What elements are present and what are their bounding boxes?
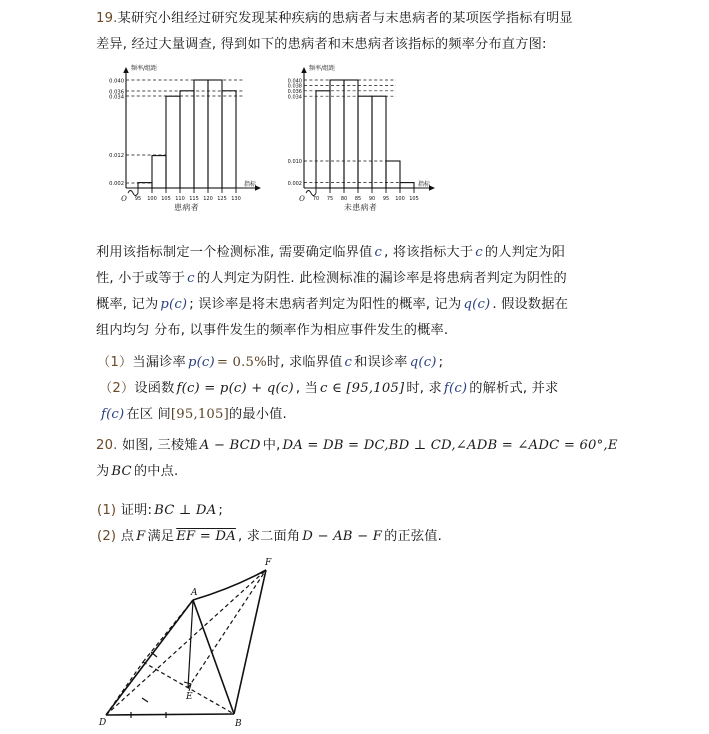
svg-text:105: 105 <box>161 196 171 202</box>
problem-20-line-1 <box>96 433 620 459</box>
p20-text-2a: 为 <box>96 464 110 479</box>
q1-equation: = 0.5% <box>216 355 267 370</box>
histogram-diseased-svg <box>104 60 269 208</box>
histogram-healthy-caption: 未患病者 <box>343 203 378 212</box>
histogram-healthy <box>278 60 443 218</box>
tetrahedron-svg <box>98 552 298 730</box>
svg-text:频率/组距: 频率/组距 <box>309 65 336 72</box>
svg-text:指标: 指标 <box>418 181 431 188</box>
body-text-2a: 性, 小于或等于 <box>96 271 186 286</box>
svg-text:100: 100 <box>147 196 157 202</box>
q2-text-e: 的解析式, 并求 <box>469 381 559 396</box>
body-text-1d: 的人判定为阳 <box>484 245 566 260</box>
svg-text:A: A <box>191 588 198 598</box>
p20-q2-text-d: 的正弦值. <box>384 529 443 544</box>
p20-text-1a: 如图, 三棱雉 <box>121 438 198 453</box>
svg-text:85: 85 <box>354 196 362 202</box>
svg-text:105: 105 <box>409 196 419 202</box>
problem-19-body-line-2 <box>96 266 567 292</box>
p20-q1-text: 证明: <box>120 503 153 518</box>
function-pc-1: p(c) <box>160 297 188 312</box>
q2-interval: [95,105] <box>170 407 229 422</box>
q1-text-d: 和误诊率 <box>354 355 408 370</box>
q2-function-fc: f(c) <box>443 381 468 396</box>
svg-text:125: 125 <box>217 196 227 202</box>
q2-line2-text-b: 的最小值. <box>228 407 287 422</box>
problem-20-question-2 <box>97 524 442 550</box>
q2-text-a: 设函数 <box>134 381 175 396</box>
q2-domain: c ∈ [95,105] <box>319 381 405 396</box>
svg-text:0.036: 0.036 <box>109 89 124 96</box>
p20-q2-lead: (2) <box>97 529 117 544</box>
variable-c-2: c <box>475 245 483 260</box>
svg-text:110: 110 <box>175 196 185 202</box>
svg-text:B: B <box>235 719 242 729</box>
svg-text:F: F <box>265 558 272 568</box>
problem-20-question-1 <box>97 498 223 524</box>
svg-text:0.002: 0.002 <box>287 180 302 187</box>
q1-function-pc: p(c) <box>187 355 215 370</box>
p20-q1-lead: (1) <box>97 503 117 518</box>
q2-function-fc-2: f(c) <box>101 407 125 422</box>
p20-conditions: DA = DB = DC,BD ⊥ CD,∠ADB = ∠ADC = 60°,E <box>282 438 618 453</box>
svg-text:0.010: 0.010 <box>287 159 302 166</box>
q1-text-b: 时, 求临界值 <box>266 355 343 370</box>
problem-19-number: 19. <box>96 11 118 26</box>
svg-text:0.040: 0.040 <box>287 78 302 85</box>
svg-text:80: 80 <box>340 196 348 202</box>
svg-text:100: 100 <box>395 196 405 202</box>
p20-q1-end: ; <box>218 503 224 518</box>
p20-dihedral-angle: D − AB − F <box>302 529 383 544</box>
p20-text-1b: 中, <box>262 438 281 453</box>
q2-text-b: , 当 <box>295 381 318 396</box>
p20-q2-text-c: , 求二面角 <box>237 529 301 544</box>
problem-20-number: 20. <box>96 438 118 453</box>
svg-text:指标: 指标 <box>244 181 257 188</box>
problem-19-question-1 <box>97 350 443 376</box>
problem-19-line-2 <box>96 32 547 58</box>
q1-text-end: ; <box>438 355 444 370</box>
svg-text:130: 130 <box>231 196 241 202</box>
problem-19-body-line-4 <box>96 318 448 344</box>
svg-text:0.012: 0.012 <box>109 153 124 160</box>
svg-text:120: 120 <box>203 196 213 202</box>
q1-text-a: 当漏诊率 <box>132 355 186 370</box>
body-text-1b: , 将该指标大于 <box>384 245 474 260</box>
q1-variable-c: c <box>344 355 353 370</box>
q2-text-d: 时, 求 <box>406 381 442 396</box>
geometry-figure <box>98 552 298 730</box>
problem-19-body-line-1 <box>96 240 565 266</box>
variable-c-3: c <box>187 271 195 286</box>
svg-text:E: E <box>186 692 193 702</box>
p20-q2-text-b: 满足 <box>147 529 175 544</box>
histogram-healthy-svg <box>278 60 443 208</box>
p20-q2-text-a: 点 <box>120 529 135 544</box>
histogram-diseased <box>104 60 269 218</box>
problem-19-text-2: 差异, 经过大量调查, 得到如下的患病者和末患病者该指标的频率分布直方图: <box>96 37 547 52</box>
variable-c-1: c <box>374 245 383 260</box>
q1-lead: （1） <box>97 355 133 370</box>
svg-text:75: 75 <box>326 196 334 202</box>
p20-text-2b: 的中点. <box>133 464 179 479</box>
q1-function-qc: q(c) <box>409 355 437 370</box>
svg-text:O: O <box>299 195 305 203</box>
q2-line2-text-a: 在区 间 <box>126 407 171 422</box>
svg-text:70: 70 <box>312 196 320 202</box>
svg-text:0.040: 0.040 <box>109 78 124 85</box>
svg-text:0.038: 0.038 <box>287 83 302 90</box>
p20-tetrahedron: A − BCD <box>199 438 261 453</box>
body-text-4: 组内均匀 分布, 以事件发生的频率作为相应事件发生的概率. <box>96 323 449 338</box>
problem-19-question-2-line-2 <box>99 402 287 428</box>
histogram-diseased-caption: 患病者 <box>174 203 199 212</box>
problem-19-text-1: 某研究小组经过研究发现某种疾病的患病者与末患病者的某项医学指标有明显 <box>117 11 573 26</box>
problem-19-body-line-3 <box>96 292 568 318</box>
svg-text:115: 115 <box>189 196 199 202</box>
svg-text:频率/组距: 频率/组距 <box>131 65 158 72</box>
svg-text:0.002: 0.002 <box>109 181 124 188</box>
svg-text:0.036: 0.036 <box>287 89 302 95</box>
body-text-3a: 概率, 记为 <box>96 297 159 312</box>
problem-20-line-2 <box>96 459 178 485</box>
problem-19-question-2 <box>99 376 558 402</box>
svg-text:95: 95 <box>382 196 390 202</box>
svg-text:95: 95 <box>134 196 142 202</box>
body-text-2b: 的人判定为阴性. 此检测标准的漏诊率是将患病者判定为阴性的 <box>196 271 567 286</box>
svg-text:O: O <box>121 195 127 203</box>
p20-point-f: F <box>136 529 146 544</box>
body-text-1a: 利用该指标制定一个检测标准, 需要确定临界值 <box>96 245 373 260</box>
function-qc-1: q(c) <box>463 297 491 312</box>
q2-function-f: f(c) = p(c) + q(c) <box>176 381 294 396</box>
body-text-3b: ; 误诊率是将末患病者判定为阳性的概率, 记为 <box>189 297 462 312</box>
svg-text:90: 90 <box>368 196 376 202</box>
p20-segment-bc: BC <box>111 464 132 479</box>
p20-vector-equation: EF = DA <box>176 529 236 544</box>
problem-19-line-1 <box>96 6 573 32</box>
body-text-3c: . 假设数据在 <box>492 297 569 312</box>
svg-text:D: D <box>99 718 107 728</box>
svg-text:0.034: 0.034 <box>287 94 302 101</box>
svg-text:0.034: 0.034 <box>109 94 124 101</box>
p20-q1-statement: BC ⊥ DA <box>154 503 217 518</box>
q2-lead: （2） <box>99 381 135 396</box>
